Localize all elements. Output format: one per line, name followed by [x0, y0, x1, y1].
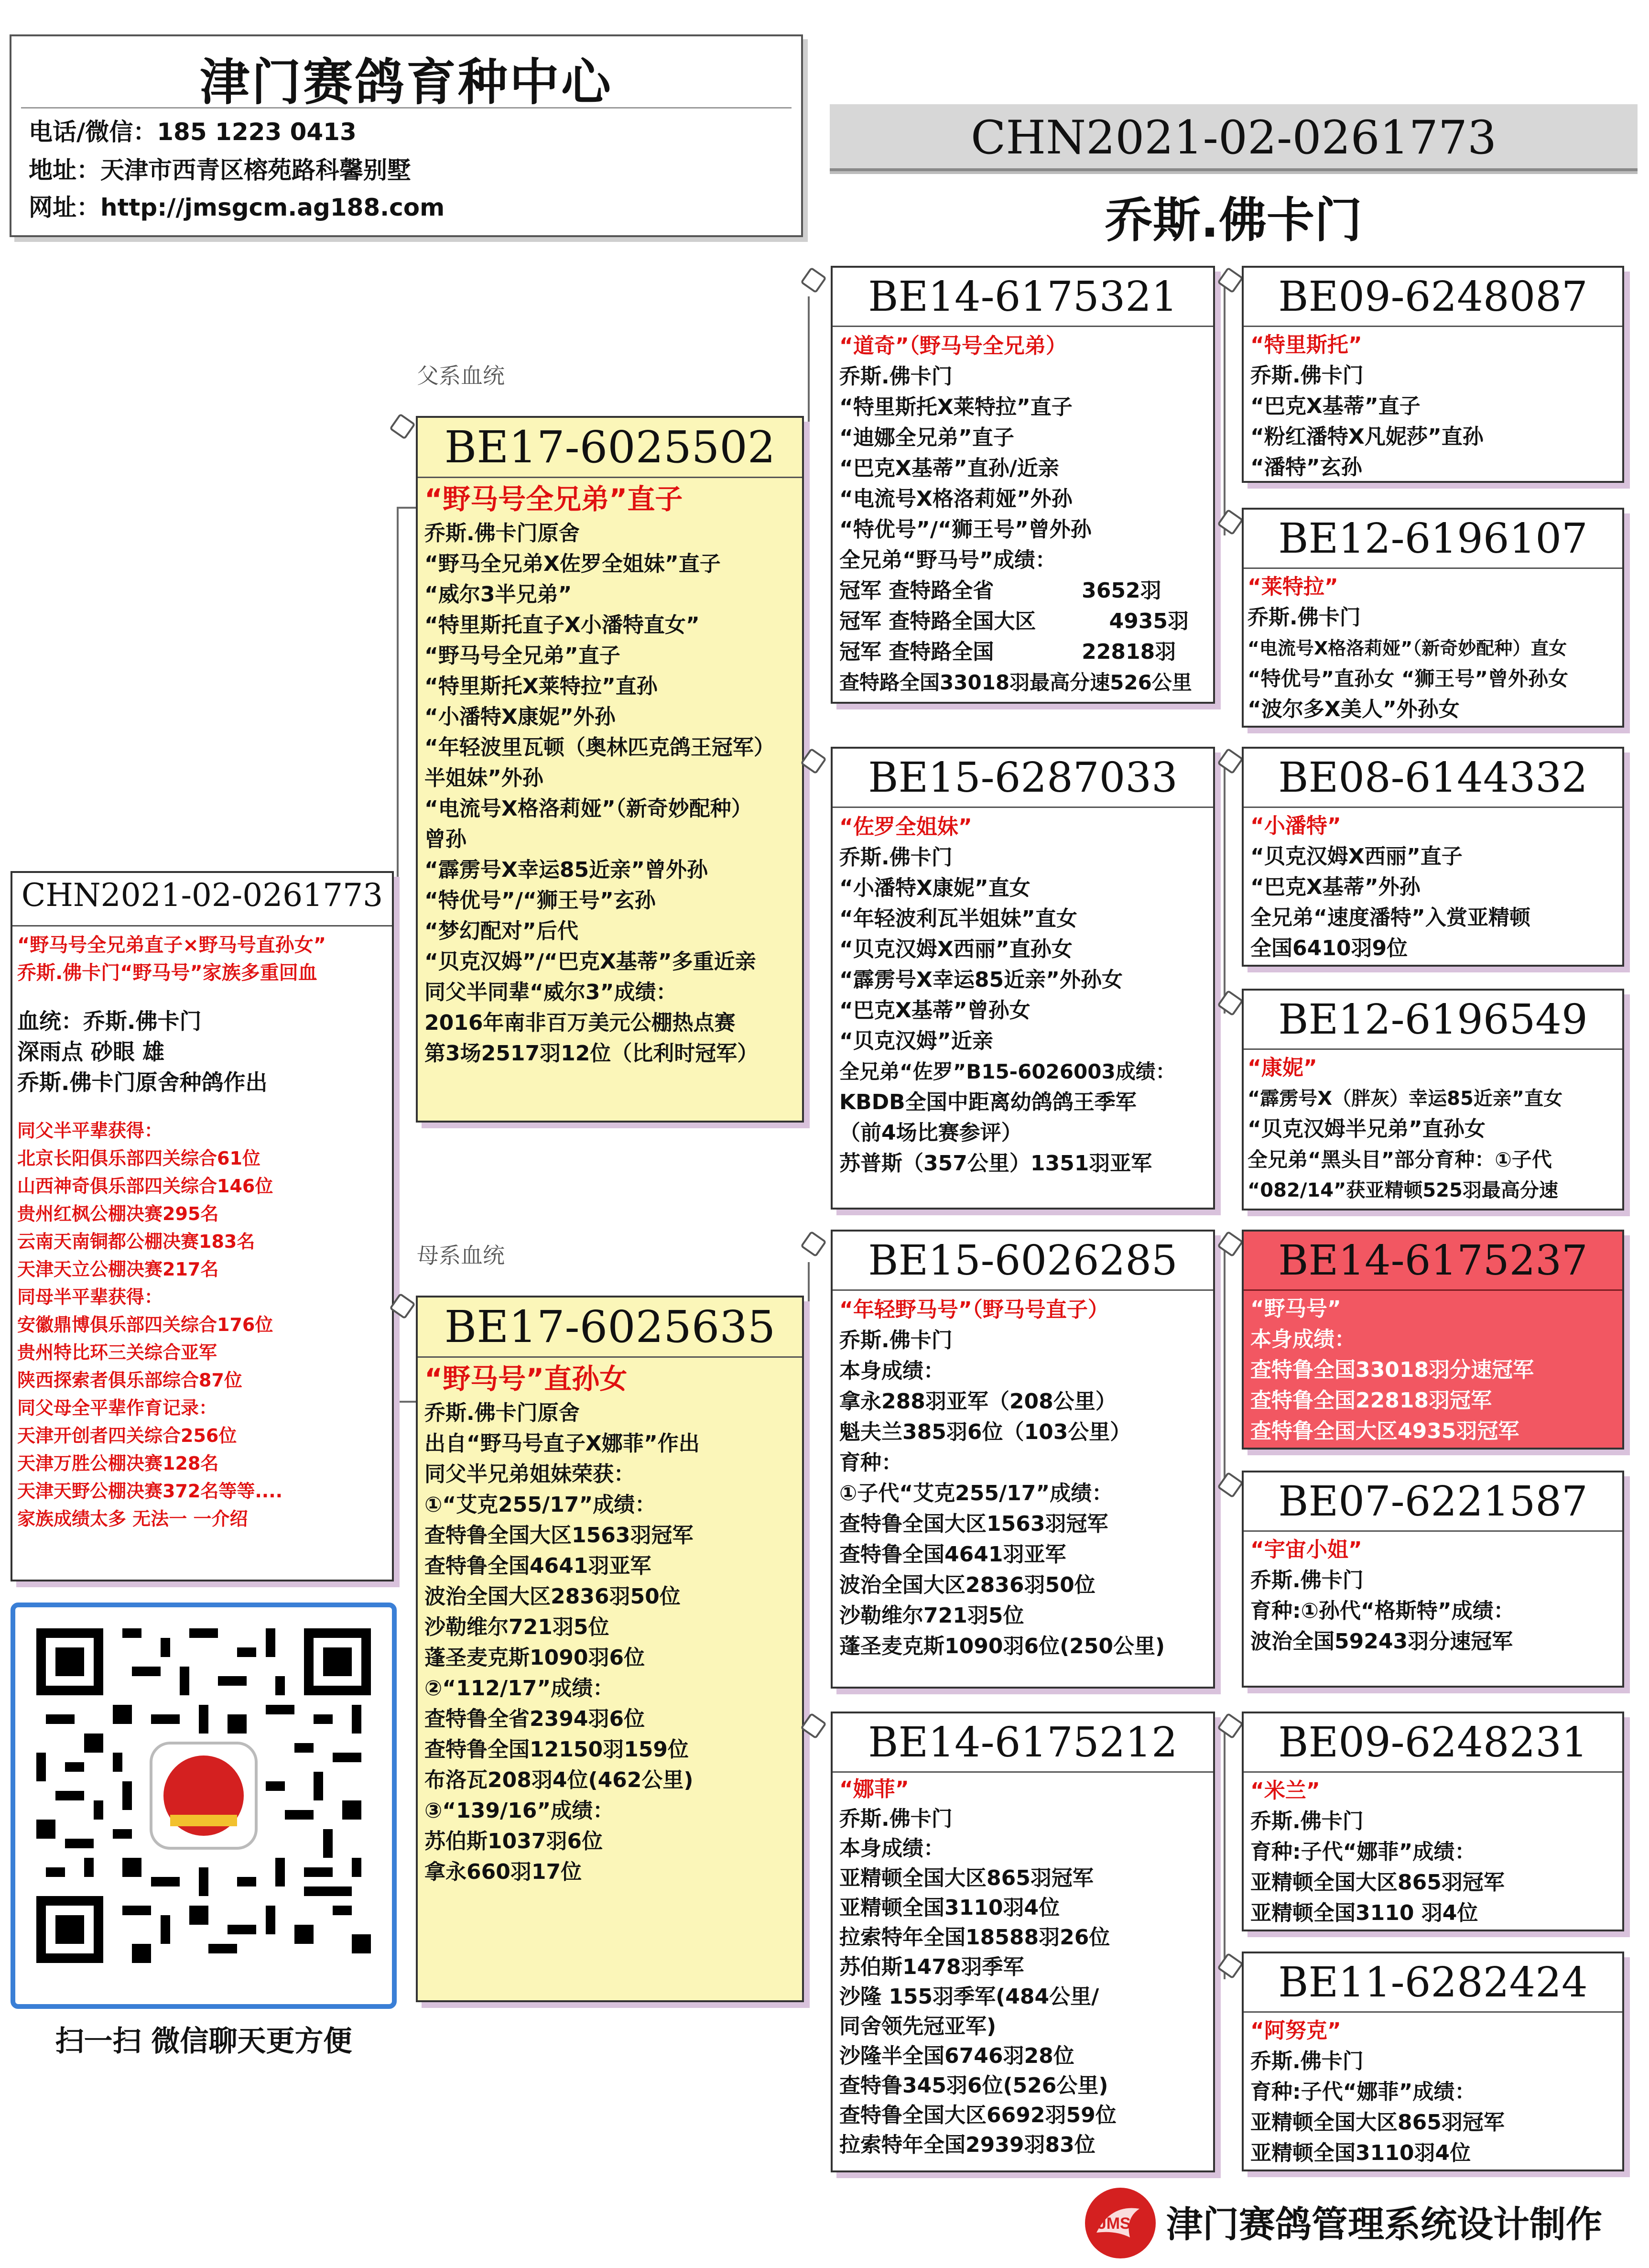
subject-line: 深雨点 砂眼 雄 — [17, 1039, 165, 1065]
dam-line: 沙勒维尔721羽5位 — [424, 1615, 609, 1639]
subject-line: 安徽鼎博俱乐部四关综合176位 — [17, 1314, 273, 1335]
bird-owner: 乔斯.佛卡门 — [1105, 192, 1362, 248]
ggp-line: 乔斯.佛卡门 — [1248, 605, 1361, 630]
phone-text: 电话/微信：185 1223 0413 — [29, 118, 357, 146]
pin-icon — [1217, 267, 1244, 294]
header-divider — [21, 107, 792, 109]
great-grandparent-box — [1242, 1712, 1624, 1931]
ggp-line: 育种:子代“娜菲”成绩： — [1250, 2080, 1476, 2104]
gp-line: 拉索特年全国18588羽26位 — [839, 1925, 1110, 1950]
subject-line: 乔斯.佛卡门“野马号”家族多重回血 — [17, 962, 317, 984]
ggp-line: 查特鲁全国33018羽分速冠军 — [1250, 1358, 1534, 1382]
dam-line: 同父半兄弟姐妹荣获： — [424, 1462, 635, 1486]
ggp-line: “巴克X基蒂”直子 — [1250, 394, 1421, 418]
dam-line: ②“112/17”成绩： — [424, 1676, 614, 1701]
gp-line: 沙隆 155羽季军(484公里/ — [839, 1984, 1099, 2009]
gp-info — [833, 1775, 1213, 2160]
ggp-ring: BE09-6248231 — [1244, 1713, 1622, 1773]
ggp-line: 亚精顿全国3110羽4位 — [1250, 2141, 1471, 2165]
sire-ring: BE17-6025502 — [418, 418, 802, 478]
ggp-line: “特优号”直孙女 “狮王号”曾外孙女 — [1248, 667, 1569, 690]
ggp-info — [1244, 1776, 1622, 1929]
gp-line: “巴克X基蒂”曾孙女 — [839, 998, 1031, 1023]
subject-line: “野马号全兄弟直子×野马号直孙女” — [17, 934, 326, 956]
gp-ring: BE14-6175321 — [833, 268, 1213, 327]
gp-line: “巴克X基蒂”直孙/近亲 — [839, 456, 1059, 480]
gp-info — [833, 1295, 1213, 1662]
gp-line: 苏伯斯1478羽季军 — [839, 1955, 1024, 1979]
gp-line: （前4场比赛参评） — [839, 1121, 1022, 1145]
gp-line: “贝克汉姆X西丽”直孙女 — [839, 937, 1073, 961]
ggp-line: 本身成绩： — [1250, 1327, 1356, 1352]
ggp-info — [1244, 330, 1622, 483]
gp-line: “迪娜全兄弟”直子 — [839, 425, 1014, 450]
gp-line: 本身成绩： — [839, 1359, 944, 1383]
subject-line: 陕西探索者俱乐部综合87位 — [17, 1370, 242, 1391]
gp-line: 乔斯.佛卡门 — [839, 364, 953, 389]
sire-line: “霹雳号X幸运85近亲”曾外孙 — [424, 858, 708, 882]
gp-line: 乔斯.佛卡门 — [839, 1807, 953, 1831]
gp-line: 蓬圣麦克斯1090羽6位(250公里) — [839, 1634, 1165, 1658]
dam-line: 查特鲁全国4641羽亚军 — [424, 1554, 651, 1578]
gp-line: 苏普斯（357公里）1351羽亚军 — [839, 1151, 1152, 1176]
great-grandparent-box — [1242, 747, 1624, 967]
pin-icon — [800, 267, 827, 294]
ggp-line: 查特鲁全国22818羽冠军 — [1250, 1388, 1492, 1413]
gp-line: “道奇”（野马号全兄弟） — [839, 334, 1067, 358]
footer-logo — [1082, 2185, 1159, 2261]
ggp-line: “莱特拉” — [1248, 575, 1338, 599]
subject-box — [11, 871, 394, 1581]
ggp-line: 亚精顿全国大区865羽冠军 — [1250, 1870, 1505, 1895]
pin-icon — [1217, 990, 1244, 1016]
ggp-ring: BE12-6196107 — [1244, 510, 1622, 569]
gp-line: 乔斯.佛卡门 — [839, 1328, 953, 1352]
gp-line: 亚精顿全国大区865羽冠军 — [839, 1866, 1094, 1890]
sire-box — [416, 416, 804, 1123]
pin-icon — [1217, 1472, 1244, 1498]
gp-ring: BE15-6026285 — [833, 1232, 1213, 1291]
granddam-sire-box — [831, 747, 1215, 1210]
gp-line: “年轻野马号”（野马号直子） — [839, 1298, 1109, 1322]
gp-line: “特优号”/“狮王号”曾外孙 — [839, 517, 1092, 542]
dam-line: 出自“野马号直子X娜菲”作出 — [424, 1431, 700, 1456]
ggp-line: 育种:子代“娜菲”成绩： — [1250, 1840, 1476, 1864]
great-grandparent-box — [1242, 1471, 1624, 1688]
gp-line: KBDB全国中距离幼鸽鸽王季军 — [839, 1090, 1137, 1114]
ggp-info — [1244, 811, 1622, 964]
ggp-ring: BE14-6175237 — [1244, 1232, 1622, 1291]
dam-line: 乔斯.佛卡门原舍 — [424, 1401, 580, 1425]
bird-ring-number: CHN2021-02-0261773 — [970, 111, 1497, 164]
ggp-line: “霹雳号X（胖灰）幸运85近亲”直女 — [1248, 1088, 1563, 1110]
sire-line: “威尔3半兄弟” — [424, 582, 572, 607]
gp-line: 全兄弟“野马号”成绩： — [839, 548, 1056, 572]
ggp-line: “贝克汉姆半兄弟”直孙女 — [1248, 1117, 1486, 1141]
pin-icon — [800, 1712, 827, 1739]
ggp-line: “潘特”玄孙 — [1250, 455, 1362, 480]
ggp-line: 全兄弟“黑头目”部分育种：①子代 — [1248, 1148, 1552, 1171]
gp-line: 冠军 查特路全省 3652羽 — [839, 578, 1161, 603]
gp-line: “佐罗全姐妹” — [839, 815, 972, 839]
subject-line — [17, 987, 387, 1006]
gp-line: 全兄弟“佐罗”B15-6026003成绩： — [839, 1060, 1176, 1083]
sire-line: “年轻波里瓦顿（奥林匹克鸽王冠军） — [424, 735, 775, 760]
sire-line: “特优号”/“狮王号”玄孙 — [424, 888, 656, 913]
website-link[interactable]: 网址：http://jmsgcm.ag188.com — [29, 194, 445, 221]
connector-gp3 — [1224, 1243, 1226, 1492]
sire-line: 半姐妹”外孙 — [424, 766, 543, 790]
sire-line: 乔斯.佛卡门原舍 — [424, 521, 580, 545]
subject-line: 血统：乔斯.佛卡门 — [17, 1008, 202, 1034]
ggp-line: “贝克汉姆X西丽”直子 — [1250, 844, 1463, 869]
pin-icon — [1217, 1712, 1244, 1739]
sire-line: 2016年南非百万美元公棚热点赛 — [424, 1011, 736, 1035]
dam-info — [418, 1360, 802, 1887]
ggp-info — [1244, 1294, 1622, 1447]
ggp-ring: BE12-6196549 — [1244, 991, 1622, 1050]
pin-icon — [1217, 1952, 1244, 1979]
dam-line: 查特鲁全国大区1563羽冠军 — [424, 1523, 694, 1548]
sire-line: “特里斯托直子X小潘特直女” — [424, 613, 700, 637]
ggp-ring: BE08-6144332 — [1244, 749, 1622, 808]
pin-icon — [800, 748, 827, 774]
dam-line: 布洛瓦208羽4位(462公里) — [424, 1768, 694, 1792]
gp-line: 冠军 查特路全国大区 4935羽 — [839, 609, 1189, 633]
gp-line: 拿永288羽亚军（208公里） — [839, 1389, 1117, 1414]
sire-line: “野马号全兄弟”直子 — [424, 643, 620, 668]
granddam-dam-box — [831, 1712, 1215, 2172]
ggp-line: “粉红潘特X凡妮莎”直孙 — [1250, 425, 1484, 449]
org-title: 津门赛鸽育种中心 — [199, 53, 613, 111]
dam-line: 波治全国大区2836羽50位 — [424, 1584, 681, 1609]
ggp-line: 波治全国59243羽分速冠军 — [1250, 1629, 1513, 1654]
dam-box — [416, 1296, 804, 2002]
ggp-line: “波尔多X美人”外孙女 — [1248, 697, 1460, 721]
connector-sire — [808, 296, 810, 774]
subject-line: 同父母全平辈作育记录： — [17, 1397, 217, 1418]
gp-line: 拉索特年全国2939羽83位 — [839, 2133, 1096, 2157]
subject-line: 云南天南铜都公棚决赛183名 — [17, 1231, 255, 1252]
pin-icon — [1217, 509, 1244, 535]
sire-line: “特里斯托X莱特拉”直孙 — [424, 674, 658, 698]
connector-subject-sire — [397, 507, 416, 509]
connector-gp2 — [1224, 765, 1226, 1014]
dam-line: “野马号”直孙女 — [424, 1363, 628, 1395]
connector-dam — [808, 1262, 810, 1740]
sire-line: 同父半同辈“威尔3”成绩： — [424, 980, 677, 1004]
dam-ring: BE17-6025635 — [418, 1298, 802, 1358]
ggp-line: “康妮” — [1248, 1056, 1317, 1080]
qr-code-image — [36, 1628, 371, 1963]
dam-line-label: 母系血统 — [417, 1243, 505, 1268]
ggp-line: “特里斯托” — [1250, 333, 1362, 357]
gp-line: “特里斯托X莱特拉”直子 — [839, 395, 1073, 419]
gp-line: “霹雳号X幸运85近亲”外孙女 — [839, 968, 1123, 992]
gp-line: 育种： — [839, 1450, 902, 1475]
ggp-line: 亚精顿全国3110 羽4位 — [1250, 1901, 1478, 1925]
ggp-line: 育种:①孙代“格斯特”成绩： — [1250, 1599, 1515, 1623]
gp-line: 亚精顿全国3110羽4位 — [839, 1896, 1060, 1920]
sire-line: 曾孙 — [424, 827, 466, 851]
ggp-ring: BE11-6282424 — [1244, 1953, 1622, 2013]
pin-icon — [1217, 1231, 1244, 1257]
dam-line: 苏伯斯1037羽6位 — [424, 1829, 603, 1854]
connector-subject — [397, 507, 399, 1401]
gp-line: 沙勒维尔721羽5位 — [839, 1603, 1024, 1628]
ggp-line: “巴克X基蒂”外孙 — [1250, 875, 1421, 899]
gp-line: 魁夫兰385羽6位（103公里） — [839, 1420, 1131, 1444]
gp-line: 同舍领先冠亚军) — [839, 2014, 997, 2039]
gp-line: 查特鲁345羽6位(526公里) — [839, 2073, 1108, 2098]
pin-icon — [389, 413, 416, 440]
ggp-info — [1244, 1053, 1622, 1206]
ggp-line: “小潘特” — [1250, 814, 1341, 838]
qr-caption: 扫一扫 微信聊天更方便 — [55, 2025, 352, 2058]
ggp-info — [1244, 1535, 1622, 1657]
ggp-line: 乔斯.佛卡门 — [1250, 1809, 1364, 1833]
pin-icon — [800, 1231, 827, 1257]
footer-brand: 津门赛鸽管理系统设计制作 — [1166, 2203, 1602, 2246]
ggp-line: 全兄弟“速度潘特”入赏亚精顿 — [1250, 905, 1530, 930]
dam-line: 拿永660羽17位 — [424, 1860, 582, 1884]
gp-line: “小潘特X康妮”直女 — [839, 876, 1031, 900]
ggp-ring: BE07-6221587 — [1244, 1472, 1622, 1532]
ggp-line: 乔斯.佛卡门 — [1250, 1568, 1364, 1592]
subject-line: 乔斯.佛卡门原舍种鸽作出 — [17, 1069, 268, 1095]
connector-gp1 — [1224, 287, 1226, 535]
sire-line: 第3场2517羽12位（比利时冠军） — [424, 1041, 759, 1066]
gp-line: 本身成绩： — [839, 1836, 944, 1861]
sire-line: “野马全兄弟X佐罗全姐妹”直子 — [424, 552, 721, 576]
ggp-line: “野马号” — [1250, 1297, 1341, 1321]
subject-info — [12, 931, 392, 1533]
subject-line: 贵州红枫公棚决赛295名 — [17, 1203, 219, 1224]
ggp-info — [1244, 572, 1622, 725]
great-grandparent-box — [1242, 508, 1624, 728]
gp-ring: BE15-6287033 — [833, 749, 1213, 808]
subject-line — [17, 1098, 387, 1117]
sire-line-label: 父系血统 — [417, 363, 505, 389]
ggp-ring: BE09-6248087 — [1244, 268, 1622, 327]
gp-line: 乔斯.佛卡门 — [839, 845, 953, 870]
gp-line: “娜菲” — [839, 1777, 909, 1801]
dam-line: ③“139/16”成绩： — [424, 1799, 614, 1823]
subject-line: 天津万胜公棚决赛128名 — [17, 1453, 219, 1474]
great-grandparent-box-highlight — [1242, 1230, 1624, 1450]
ggp-line: 全国6410羽9位 — [1250, 936, 1408, 960]
subject-line: 同父半平辈获得： — [17, 1120, 163, 1141]
gp-line: 查特鲁全国大区1563羽冠军 — [839, 1512, 1108, 1536]
gp-info — [833, 812, 1213, 1179]
gp-line: “年轻波利瓦半姐妹”直女 — [839, 906, 1077, 931]
subject-ring: CHN2021-02-0261773 — [12, 873, 392, 927]
subject-line: 天津开创者四关综合256位 — [17, 1425, 237, 1446]
gp-info — [833, 331, 1213, 698]
subject-line: 家族成绩太多 无法一 一介绍 — [17, 1508, 248, 1529]
qr-panel — [11, 1603, 397, 2009]
sire-line: “贝克汉姆”/“巴克X基蒂”多重近亲 — [424, 949, 756, 974]
grandsire-sire-box — [831, 266, 1215, 704]
subject-line: 山西神奇俱乐部四关综合146位 — [17, 1176, 273, 1197]
dam-line: 蓬圣麦克斯1090羽6位 — [424, 1646, 645, 1670]
bird-ring-banner — [830, 104, 1638, 171]
sire-line: “梦幻配对”后代 — [424, 919, 578, 943]
great-grandparent-box — [1242, 989, 1624, 1210]
ggp-line: 乔斯.佛卡门 — [1250, 2049, 1364, 2073]
ggp-line: “阿努克” — [1250, 2018, 1341, 2043]
sire-line: “野马号全兄弟”直子 — [424, 483, 683, 515]
great-grandparent-box — [1242, 266, 1624, 483]
ggp-line: 查特鲁全国大区4935羽冠军 — [1250, 1419, 1519, 1443]
jmsg-logo-icon — [1082, 2185, 1159, 2261]
subject-line: 贵州特比环三关综合亚军 — [17, 1342, 217, 1363]
sire-line: “电流号X格洛莉娅”（新奇妙配种） — [424, 796, 752, 821]
dam-line: ①“艾克255/17”成绩： — [424, 1493, 656, 1517]
logo-text: JMSG — [1097, 2214, 1144, 2233]
gp-line: 查特路全国33018羽最高分速526公里 — [839, 671, 1192, 694]
gp-line: 沙隆半全国6746羽28位 — [839, 2044, 1074, 2068]
subject-line: 同母半平辈获得： — [17, 1287, 163, 1308]
subject-line: 天津天野公棚决赛372名等等.... — [17, 1481, 283, 1502]
sire-info — [418, 480, 802, 1069]
address-text: 地址：天津市西青区榕苑路科馨别墅 — [29, 156, 411, 184]
connector-gp4 — [1224, 1731, 1226, 1979]
gp-ring: BE14-6175212 — [833, 1713, 1213, 1773]
connector-subject-dam — [397, 1401, 416, 1403]
subject-line: 北京长阳俱乐部四关综合61位 — [17, 1148, 260, 1169]
gp-line: 冠军 查特路全国 22818羽 — [839, 640, 1176, 664]
gp-line: 查特鲁全国大区6692羽59位 — [839, 2103, 1117, 2127]
dam-line: 查特鲁全省2394羽6位 — [424, 1707, 645, 1731]
ggp-line: “米兰” — [1250, 1778, 1320, 1803]
ggp-line: 亚精顿全国大区865羽冠军 — [1250, 2110, 1505, 2135]
ggp-line: 乔斯.佛卡门 — [1250, 363, 1364, 388]
ggp-info — [1244, 2016, 1622, 2169]
sire-line: “小潘特X康妮”外孙 — [424, 705, 616, 729]
gp-line: 查特鲁全国4641羽亚军 — [839, 1542, 1066, 1567]
ggp-line: “宇宙小姐” — [1250, 1537, 1362, 1562]
header-box — [10, 34, 803, 237]
great-grandparent-box — [1242, 1952, 1624, 2171]
ggp-line: “电流号X格洛莉娅”（新奇妙配种）直女 — [1248, 638, 1567, 659]
gp-line: ①子代“艾克255/17”成绩： — [839, 1481, 1113, 1505]
gp-line: “电流号X格洛莉娅”外孙 — [839, 487, 1073, 511]
dam-line: 查特鲁全国12150羽159位 — [424, 1737, 689, 1762]
ggp-line: “082/14”获亚精顿525羽最高分速 — [1248, 1179, 1558, 1201]
grandsire-dam-box — [831, 1230, 1215, 1689]
gp-line: “贝克汉姆”近亲 — [839, 1029, 993, 1053]
subject-line: 天津天立公棚决赛217名 — [17, 1259, 219, 1280]
pin-icon — [1217, 748, 1244, 774]
gp-line: 波治全国大区2836羽50位 — [839, 1573, 1096, 1597]
